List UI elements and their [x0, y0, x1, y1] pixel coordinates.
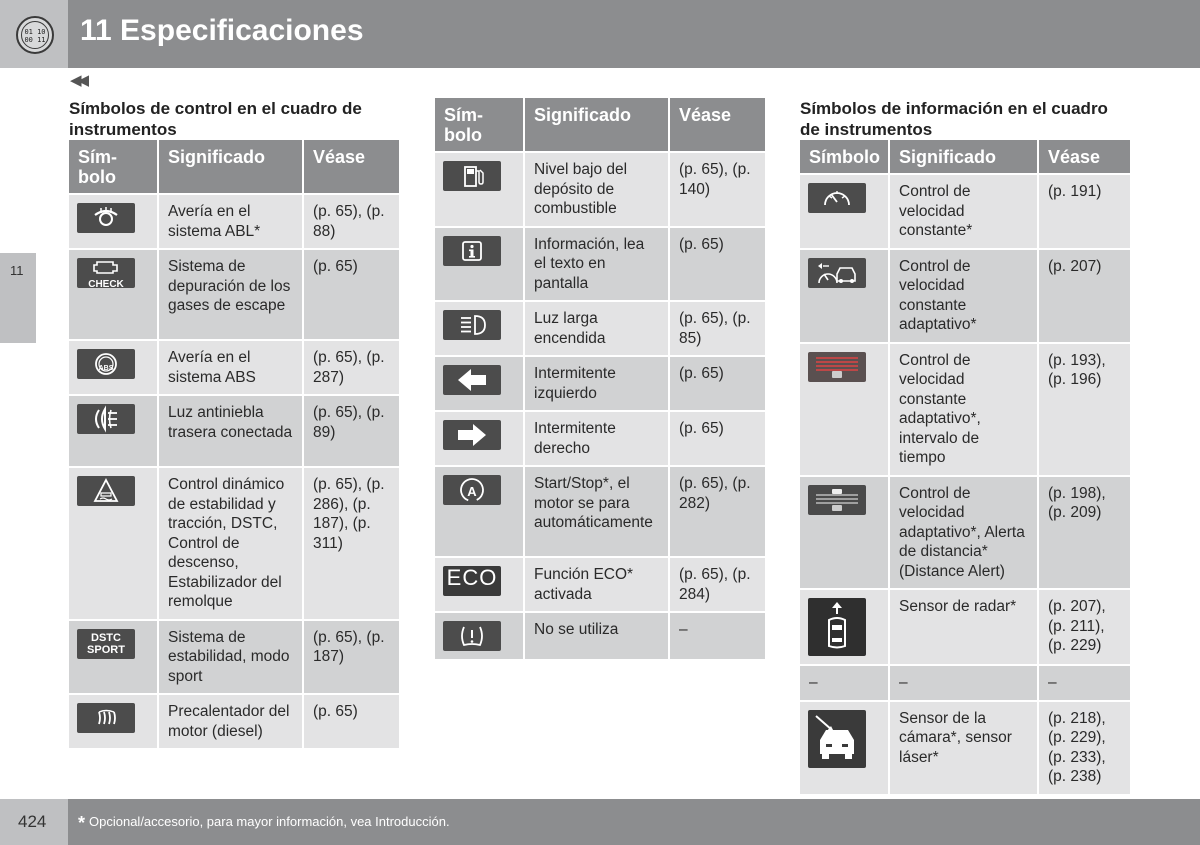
time-gap-icon [808, 352, 866, 382]
meaning-cell: Luz larga encendida [524, 301, 669, 356]
meaning-cell: Sistema de depuración de los gases de escape [158, 249, 303, 340]
footnote [78, 813, 450, 834]
table-row [435, 466, 766, 557]
side-tab-label: 11 [10, 263, 24, 278]
chapter-title: 11 Especificaciones [80, 14, 364, 47]
column-header-symbol: Símbolo [800, 140, 889, 174]
back-arrows-icon[interactable]: ◀◀ [70, 72, 86, 89]
column-header-meaning: Significado [158, 140, 303, 194]
table-row [800, 665, 1131, 701]
cruise-control-icon [808, 183, 866, 213]
abs-icon [77, 349, 135, 379]
ref-cell: (p. 193), (p. 196) [1038, 343, 1131, 476]
adaptive-cruise-icon [808, 258, 866, 288]
tire-pressure-icon [443, 621, 501, 651]
radar-sensor-icon [808, 598, 866, 656]
left-turn-signal-icon [443, 365, 501, 395]
table-row [69, 395, 400, 467]
column-header-ref: Véase [303, 140, 400, 194]
symbol-cell: – [800, 665, 889, 701]
ref-cell: (p. 218), (p. 229), (p. 233), (p. 238) [1038, 701, 1131, 795]
meaning-cell: Intermitente izquierdo [524, 356, 669, 411]
ref-cell: (p. 65), (p. 85) [669, 301, 766, 356]
meaning-cell: Luz antiniebla trasera conectada [158, 395, 303, 467]
table-row [69, 249, 400, 340]
table-row [800, 343, 1131, 476]
section-title-info: Símbolos de información en el cuadro de instrumentos [800, 99, 1108, 139]
table-row [800, 701, 1131, 795]
high-beam-icon [443, 310, 501, 340]
meaning-cell: Control de velocidad constante adaptativo*, intervalo de tiempo [889, 343, 1038, 476]
abs-icon-text: ABS [98, 365, 114, 372]
table-row [435, 411, 766, 466]
check-icon-text: CHECK [88, 279, 124, 290]
column-header-symbol: Sím- bolo [435, 98, 524, 152]
meaning-cell: Control de velocidad adaptativo*, Alerta de distancia* (Distance Alert) [889, 476, 1038, 590]
start-stop-icon-text: A [467, 484, 477, 499]
ref-cell: (p. 65), (p. 89) [303, 395, 400, 467]
footnote-text: Opcional/accesorio, para mayor información, vea Introducción. [89, 814, 450, 829]
fuel-pump-icon [443, 161, 501, 191]
start-stop-icon [443, 475, 501, 505]
ref-cell: (p. 191) [1038, 174, 1131, 249]
ref-cell: (p. 65) [303, 694, 400, 749]
control-symbols-table [69, 140, 401, 750]
ref-cell: – [669, 612, 766, 660]
right-turn-signal-icon [443, 420, 501, 450]
camera-sensor-icon [808, 710, 866, 768]
rear-fog-light-icon [77, 404, 135, 434]
meaning-cell: Control dinámico de estabilidad y tracción, DSTC, Control de descenso, Estabilizador del remolque [158, 467, 303, 620]
meaning-cell: No se utiliza [524, 612, 669, 660]
distance-alert-icon [808, 485, 866, 515]
page-number: 424 [18, 812, 47, 831]
ref-cell: (p. 65), (p. 187) [303, 620, 400, 695]
check-engine-icon [77, 258, 135, 288]
table-row [435, 612, 766, 660]
eco-icon-text: ECO [446, 565, 498, 590]
table-row [800, 249, 1131, 343]
sport-icon-text: SPORT [87, 643, 125, 656]
ref-cell: (p. 65), (p. 140) [669, 152, 766, 227]
table-row [435, 356, 766, 411]
ref-cell: (p. 207) [1038, 249, 1131, 343]
meaning-cell: Avería en el sistema ABL* [158, 194, 303, 249]
table-row [69, 620, 400, 695]
table-row [69, 194, 400, 249]
meaning-cell: Nivel bajo del depósito de combustible [524, 152, 669, 227]
ref-cell: (p. 65) [669, 356, 766, 411]
info-symbols-table [800, 140, 1132, 796]
side-chapter-tab[interactable] [0, 253, 36, 343]
ref-cell: (p. 65) [669, 411, 766, 466]
ref-cell: (p. 65), (p. 282) [669, 466, 766, 557]
column-header-meaning: Significado [889, 140, 1038, 174]
meaning-cell: Sensor de radar* [889, 589, 1038, 665]
meaning-cell: Precalentador del motor (diesel) [158, 694, 303, 749]
meaning-cell: Función ECO* activada [524, 557, 669, 612]
meaning-cell: Start/Stop*, el motor se para automáticamente [524, 466, 669, 557]
meaning-cell: Control de velocidad constante* [889, 174, 1038, 249]
dstc-icon [77, 476, 135, 506]
glow-plug-icon [77, 703, 135, 733]
middle-symbols-table [435, 98, 767, 661]
table-row [800, 174, 1131, 249]
table-row [435, 227, 766, 302]
meaning-cell: Sistema de estabilidad, modo sport [158, 620, 303, 695]
meaning-cell: Sensor de la cámara*, sensor láser* [889, 701, 1038, 795]
ref-cell: (p. 65), (p. 284) [669, 557, 766, 612]
meaning-cell: Avería en el sistema ABS [158, 340, 303, 395]
ref-cell: (p. 65), (p. 287) [303, 340, 400, 395]
table-row [69, 467, 400, 620]
ref-cell: (p. 65) [669, 227, 766, 302]
section-title-control: Símbolos de control en el cuadro de instrumentos [69, 99, 362, 139]
binary-logo-icon [16, 16, 54, 54]
column-header-ref: Véase [1038, 140, 1131, 174]
meaning-cell: Información, lea el texto en pantalla [524, 227, 669, 302]
table-row [435, 152, 766, 227]
table-row [69, 340, 400, 395]
column-header-symbol: Sím- bolo [69, 140, 158, 194]
column-header-ref: Véase [669, 98, 766, 152]
table-row [69, 694, 400, 749]
column-header-meaning: Significado [524, 98, 669, 152]
ref-cell: (p. 65) [303, 249, 400, 340]
dstc-icon-text: DSTC [91, 631, 121, 644]
ref-cell: (p. 198), (p. 209) [1038, 476, 1131, 590]
meaning-cell: Control de velocidad constante adaptativo* [889, 249, 1038, 343]
table-row [800, 589, 1131, 665]
table-row [800, 476, 1131, 590]
ref-cell: (p. 65), (p. 286), (p. 187), (p. 311) [303, 467, 400, 620]
info-icon [443, 236, 501, 266]
footnote-star: * [78, 813, 86, 833]
meaning-cell: Intermitente derecho [524, 411, 669, 466]
eco-icon [443, 566, 501, 596]
table-row [435, 557, 766, 612]
ref-cell: – [1038, 665, 1131, 701]
table-row [435, 301, 766, 356]
abl-fault-icon [77, 203, 135, 233]
ref-cell: (p. 65), (p. 88) [303, 194, 400, 249]
dstc-sport-icon [77, 629, 135, 659]
chapter-logo-cell [0, 0, 68, 68]
meaning-cell: – [889, 665, 1038, 701]
ref-cell: (p. 207), (p. 211), (p. 229) [1038, 589, 1131, 665]
logo-text: 01 10 00 11 [21, 21, 49, 49]
